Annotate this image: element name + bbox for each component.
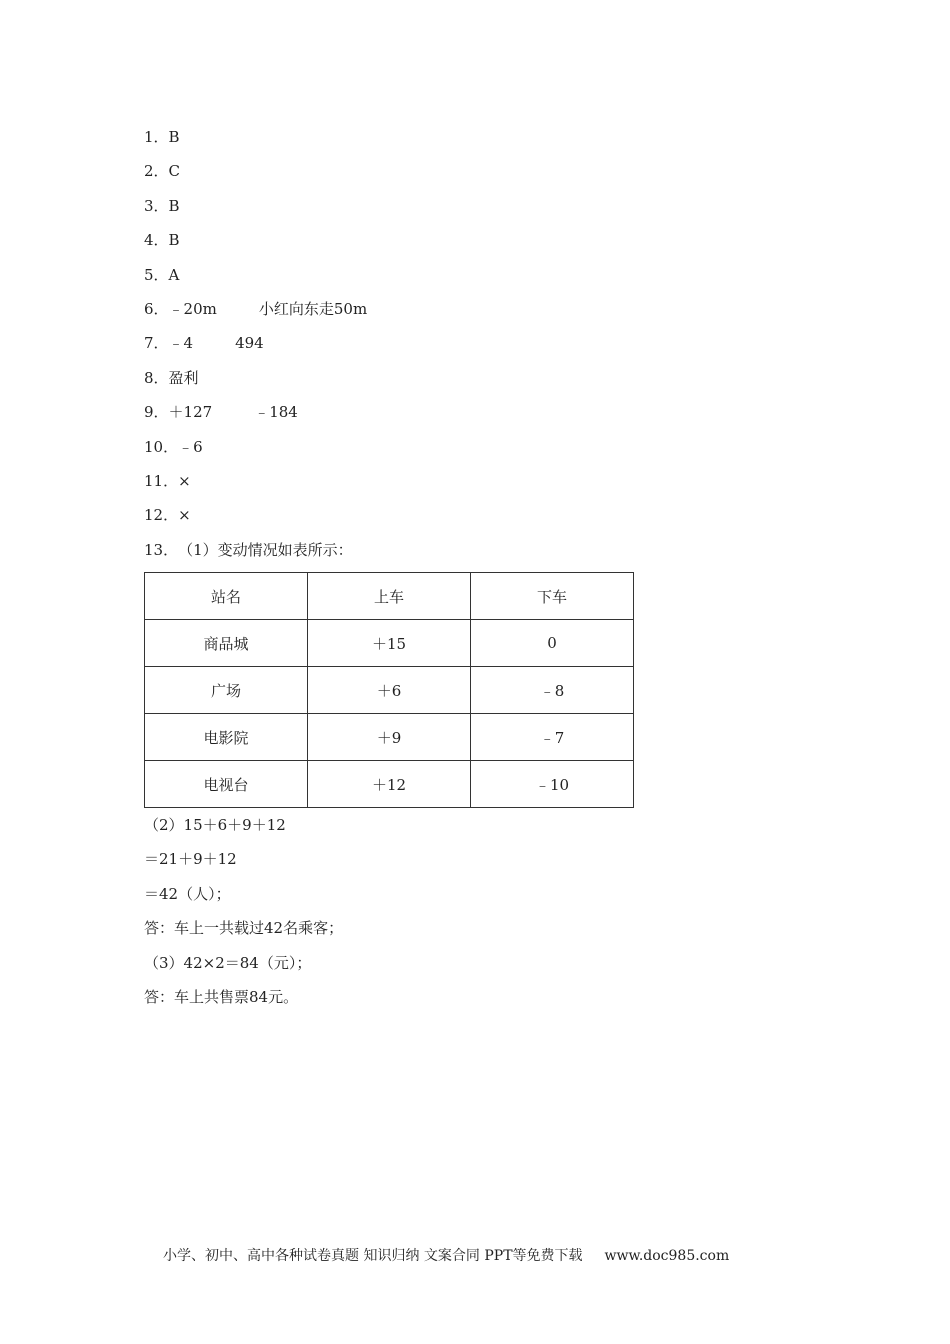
answer-number: 9． <box>144 403 169 422</box>
answer-value-second: 小红向东走50m <box>258 299 368 318</box>
work-line: （3）42×2＝84（元）； <box>144 953 312 972</box>
table-row <box>145 667 634 714</box>
answer-list <box>144 126 367 573</box>
table-cell: 电视台 <box>145 761 308 808</box>
answer-line <box>144 298 367 332</box>
table-header-cell: 下车 <box>471 573 634 620</box>
answer-line <box>144 367 367 401</box>
answer-value: ＋127 <box>168 403 213 422</box>
table-cell: ＋12 <box>308 761 471 808</box>
answer-number: 12． <box>144 506 179 525</box>
answer-line <box>144 126 367 160</box>
table-header-cell: 站名 <box>145 573 308 620</box>
footer-website-link[interactable]: www.doc985.com <box>604 1248 730 1264</box>
table-cell: 广场 <box>145 667 308 714</box>
answer-value: C <box>168 162 181 181</box>
table-cell: ﹣7 <box>471 714 634 761</box>
work-line: ＝21＋9＋12 <box>144 850 237 869</box>
answer-line <box>144 229 367 263</box>
answer-number: 5． <box>144 265 169 284</box>
work-line: 答：车上一共载过42名乘客； <box>144 919 344 938</box>
work-line: （2）15＋6＋9＋12 <box>144 816 286 834</box>
answer-line <box>144 401 367 435</box>
answer-value: × <box>178 471 191 490</box>
answer-number: 2． <box>144 162 169 181</box>
table-header-row <box>145 573 634 620</box>
table-cell: 电影院 <box>145 714 308 761</box>
page-footer <box>163 1246 729 1266</box>
table-cell: ﹣8 <box>471 667 634 714</box>
answer-line <box>144 436 367 470</box>
table-row <box>145 620 634 667</box>
answer-value: （1）变动情况如表所示： <box>178 540 353 559</box>
answer-value: ﹣20m <box>168 299 217 318</box>
table-cell: ＋6 <box>308 667 471 714</box>
answer-number: 1． <box>144 128 169 146</box>
table-cell: 商品城 <box>145 620 308 667</box>
answer-number: 3． <box>144 196 169 215</box>
answer-value: 盈利 <box>168 368 199 387</box>
answer-value-second: 494 <box>235 334 264 353</box>
answer-line <box>144 264 367 298</box>
answer-line <box>144 160 367 194</box>
work-line: ＝42（人）； <box>144 884 231 903</box>
answer-number: 10． <box>144 437 179 456</box>
table-cell: ＋15 <box>308 620 471 667</box>
answer-line <box>144 195 367 229</box>
answer-value: B <box>168 128 180 146</box>
answer-number: 7． <box>144 334 169 353</box>
table-row <box>145 714 634 761</box>
answer-number: 13． <box>144 540 179 559</box>
footer-text: 小学、初中、高中各种试卷真题 知识归纳 文案合同 PPT等免费下载 <box>163 1248 583 1264</box>
table-row <box>145 761 634 808</box>
answer-value: ﹣6 <box>178 437 203 456</box>
answer-value-second: ﹣184 <box>254 403 298 422</box>
answer-number: 8． <box>144 368 169 387</box>
table-header-cell: 上车 <box>308 573 471 620</box>
answer-line <box>144 332 367 366</box>
bus-change-table <box>144 572 634 808</box>
answer-value: A <box>168 265 180 284</box>
answer-number: 11． <box>144 471 179 490</box>
table-cell: 0 <box>471 620 634 667</box>
answer-line <box>144 504 367 538</box>
answer-value: × <box>178 506 191 525</box>
work-line: 答：车上共售票84元。 <box>144 987 299 1006</box>
answer-value: ﹣4 <box>168 334 194 353</box>
answer-value: B <box>168 231 180 250</box>
answer-value: B <box>168 196 180 215</box>
answer-line <box>144 539 367 573</box>
table-cell: ＋9 <box>308 714 471 761</box>
answer-number: 4． <box>144 231 169 250</box>
answer-line <box>144 470 367 504</box>
answer-number: 6． <box>144 299 169 318</box>
table-cell: ﹣10 <box>471 761 634 808</box>
solution-work <box>144 814 343 1020</box>
